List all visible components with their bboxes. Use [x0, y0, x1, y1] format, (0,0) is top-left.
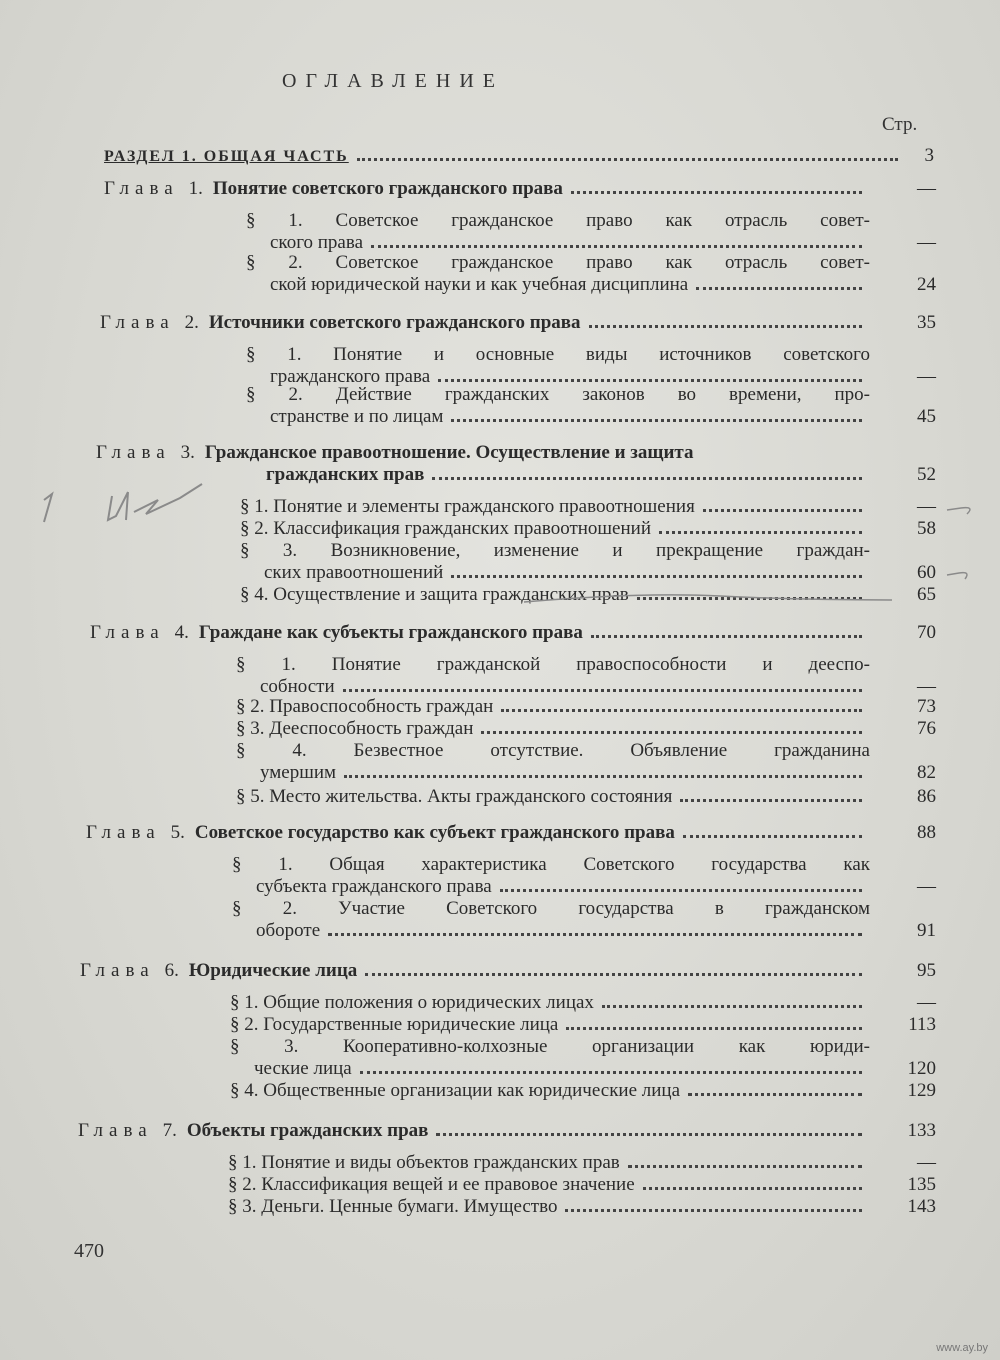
- dot-leader: [571, 191, 862, 194]
- dot-leader: [365, 973, 862, 976]
- folio-number: 470: [74, 1240, 104, 1262]
- section-page: 91: [917, 920, 936, 941]
- chapter-page: 52: [917, 464, 936, 485]
- section-item-cont-text: странстве и по лицам: [270, 406, 444, 427]
- section-item-text: § 1. Понятие и основные виды источников советского: [246, 344, 870, 365]
- section-item-cont-text: ческие лица: [254, 1058, 352, 1079]
- chapter-number: 2.: [184, 312, 199, 333]
- chapter-row: [90, 622, 870, 643]
- chapter-number: 4.: [174, 622, 189, 643]
- section-item: [240, 518, 870, 539]
- dot-leader: [501, 709, 862, 712]
- dot-leader: [589, 325, 862, 328]
- section-item-text: § 1. Понятие и виды объектов гражданских прав: [228, 1152, 620, 1173]
- page-title: ОГЛАВЛЕНИЕ: [282, 70, 504, 92]
- section-item: [230, 1080, 870, 1101]
- chapter-label: Глава: [104, 178, 179, 199]
- chapter-row: [96, 442, 870, 463]
- section-page: —: [917, 1152, 936, 1173]
- chapter-page: 35: [917, 312, 936, 333]
- chapter-row: [100, 312, 870, 333]
- dot-leader: [451, 419, 862, 422]
- pencil-mark-margin: [30, 470, 220, 540]
- section-item: [232, 898, 870, 919]
- chapter-number: 1.: [188, 178, 203, 199]
- section-item-cont: [270, 232, 870, 253]
- section-page: —: [917, 496, 936, 517]
- section-item: [240, 540, 870, 561]
- chapter-page: 133: [907, 1120, 936, 1141]
- section-item-text: § 3. Возникновение, изменение и прекращение граждан-: [240, 540, 870, 561]
- section-item-cont-text: гражданского права: [270, 366, 431, 387]
- section-item-cont: [260, 762, 870, 783]
- section-item-cont-text: умершим: [260, 762, 337, 783]
- section-page: 24: [917, 274, 936, 295]
- section-item-cont: [256, 876, 870, 897]
- chapter-row: [80, 960, 870, 981]
- section-item-text: § 4. Осуществление и защита гражданских прав: [240, 584, 629, 605]
- chapter-title: Объекты гражданских прав: [186, 1120, 429, 1141]
- section-item-text: § 3. Деньги. Ценные бумаги. Имущество: [228, 1196, 558, 1217]
- section-item: [228, 1152, 870, 1173]
- section-item: [230, 992, 870, 1013]
- dot-leader: [438, 379, 862, 382]
- section-page: —: [917, 876, 936, 897]
- dot-leader: [643, 1187, 862, 1190]
- chapter-page: —: [917, 178, 936, 199]
- chapter-page: 88: [917, 822, 936, 843]
- section-item-cont-text: субъекта гражданского права: [256, 876, 492, 897]
- pencil-tick-1: [945, 500, 985, 520]
- section-page: —: [917, 676, 936, 697]
- section-item-text: § 3. Кооперативно-колхозные организации как юриди-: [230, 1036, 870, 1057]
- section-item-cont: [270, 406, 870, 427]
- section-page: —: [917, 992, 936, 1013]
- section-page: 60: [917, 562, 936, 583]
- chapter-row: [86, 822, 870, 843]
- dot-leader: [360, 1071, 862, 1074]
- chapter-number: 6.: [164, 960, 179, 981]
- section-item-text: § 3. Дееспособность граждан: [236, 718, 474, 739]
- chapter-label: Глава: [86, 822, 161, 843]
- chapter-number: 3.: [180, 442, 195, 463]
- chapter-label: Глава: [100, 312, 175, 333]
- section-item-text: § 1. Общие положения о юридических лицах: [230, 992, 594, 1013]
- dot-leader: [703, 509, 862, 512]
- section-item: [246, 344, 870, 365]
- section-item: [228, 1174, 870, 1195]
- section-item-text: § 2. Правоспособность граждан: [236, 696, 494, 717]
- dot-leader: [591, 635, 862, 638]
- chapter-label: Глава: [90, 622, 165, 643]
- section-page: —: [917, 366, 936, 387]
- section-item-text: § 2. Участие Советского государства в гражданском: [232, 898, 870, 919]
- section-item-text: § 2. Советское гражданское право как отрасль совет-: [246, 252, 870, 273]
- chapter-number: 7.: [162, 1120, 177, 1141]
- dot-leader: [451, 575, 862, 578]
- dot-leader: [683, 835, 862, 838]
- dot-leader: [500, 889, 862, 892]
- chapter-row: [78, 1120, 870, 1141]
- section-item-text: § 1. Понятие и элементы гражданского правоотношения: [240, 496, 695, 517]
- section-page: 135: [907, 1174, 936, 1195]
- section-item-cont: [256, 920, 870, 941]
- section-item-cont-text: собности: [260, 676, 335, 697]
- dot-leader: [343, 689, 862, 692]
- dot-leader: [344, 775, 862, 778]
- section-page: 73: [917, 696, 936, 717]
- section-item: [236, 654, 870, 675]
- section-item-cont: [260, 676, 870, 697]
- section-item-cont: [270, 274, 870, 295]
- section-item: [246, 384, 870, 405]
- chapter-title: Гражданское правоотношение. Осуществление и защита: [204, 442, 694, 463]
- section-item: [240, 496, 870, 517]
- section-page: —: [917, 232, 936, 253]
- chapter-title-cont-text: гражданских прав: [266, 464, 425, 485]
- section-item: [230, 1036, 870, 1057]
- chapter-label: Глава: [78, 1120, 153, 1141]
- section-item-text: § 1. Советское гражданское право как отрасль совет-: [246, 210, 870, 231]
- chapter-label: Глава: [80, 960, 155, 981]
- pencil-tick-2: [945, 565, 985, 585]
- chapter-title: Юридические лица: [188, 960, 358, 981]
- watermark: www.ay.by: [936, 1342, 988, 1354]
- dot-leader: [566, 1027, 862, 1030]
- chapter-title: Граждане как субъекты гражданского права: [198, 622, 583, 643]
- section-item-cont-text: обороте: [256, 920, 321, 941]
- section-item-text: § 2. Классификация вещей и ее правовое значение: [228, 1174, 635, 1195]
- chapter-number: 5.: [170, 822, 185, 843]
- section-page: 45: [917, 406, 936, 427]
- section-item-text: § 5. Место жительства. Акты гражданского состояния: [236, 786, 673, 807]
- dot-leader: [328, 933, 862, 936]
- section-page: 129: [907, 1080, 936, 1101]
- section-row: [104, 145, 934, 167]
- section-page: 86: [917, 786, 936, 807]
- pencil-underline: [520, 588, 900, 608]
- section-page: 82: [917, 762, 936, 783]
- chapter-title-cont: [266, 464, 870, 485]
- section-item-cont-text: ских правоотношений: [264, 562, 444, 583]
- dot-leader: [680, 799, 862, 802]
- chapter-row: [104, 178, 870, 199]
- dot-leader: [565, 1209, 862, 1212]
- dot-leader: [432, 477, 862, 480]
- section-item: [236, 696, 870, 717]
- dot-leader: [688, 1093, 862, 1096]
- section-item-text: § 2. Классификация гражданских правоотношений: [240, 518, 651, 539]
- section-title: РАЗДЕЛ 1. ОБЩАЯ ЧАСТЬ: [104, 148, 349, 165]
- chapter-title: Советское государство как субъект гражданского права: [194, 822, 675, 843]
- section-item-text: § 4. Безвестное отсутствие. Объявление гражданина: [236, 740, 870, 761]
- dot-leader: [481, 731, 862, 734]
- chapter-title: Источники советского гражданского права: [208, 312, 581, 333]
- section-page: 76: [917, 718, 936, 739]
- section-page: 143: [907, 1196, 936, 1217]
- section-item: [246, 252, 870, 273]
- section-item: [230, 1014, 870, 1035]
- dot-leader: [659, 531, 862, 534]
- dot-leader: [436, 1133, 862, 1136]
- section-item: [232, 854, 870, 875]
- section-item-text: § 2. Государственные юридические лица: [230, 1014, 559, 1035]
- section-item-text: § 1. Общая характеристика Советского государства как: [232, 854, 870, 875]
- section-item-text: § 4. Общественные организации как юридические лица: [230, 1080, 681, 1101]
- section-item-text: § 1. Понятие гражданской правоспособности и дееспо-: [236, 654, 870, 675]
- section-item-cont: [254, 1058, 870, 1079]
- section-item: [228, 1196, 870, 1217]
- section-page: 65: [917, 584, 936, 605]
- dot-leader: [357, 158, 898, 161]
- section-item: [236, 740, 870, 761]
- section-item-cont: [264, 562, 870, 583]
- section-page: 58: [917, 518, 936, 539]
- dot-leader: [696, 287, 862, 290]
- section-item-cont-text: ского права: [270, 232, 364, 253]
- dot-leader: [371, 245, 862, 248]
- section-item: [236, 786, 870, 807]
- chapter-title: Понятие советского гражданского права: [212, 178, 563, 199]
- section-item-text: § 2. Действие гражданских законов во времени, про-: [246, 384, 870, 405]
- chapter-label: Глава: [96, 442, 171, 463]
- page-column-label: Стр.: [882, 114, 918, 135]
- chapter-page: 95: [917, 960, 936, 981]
- section-item-cont-text: ской юридической науки и как учебная дисциплина: [270, 274, 689, 295]
- dot-leader: [628, 1165, 862, 1168]
- section-item: [236, 718, 870, 739]
- chapter-page: 70: [917, 622, 936, 643]
- section-page: 3: [924, 145, 934, 166]
- section-page: 120: [907, 1058, 936, 1079]
- dot-leader: [602, 1005, 862, 1008]
- section-item: [246, 210, 870, 231]
- section-page: 113: [908, 1014, 936, 1035]
